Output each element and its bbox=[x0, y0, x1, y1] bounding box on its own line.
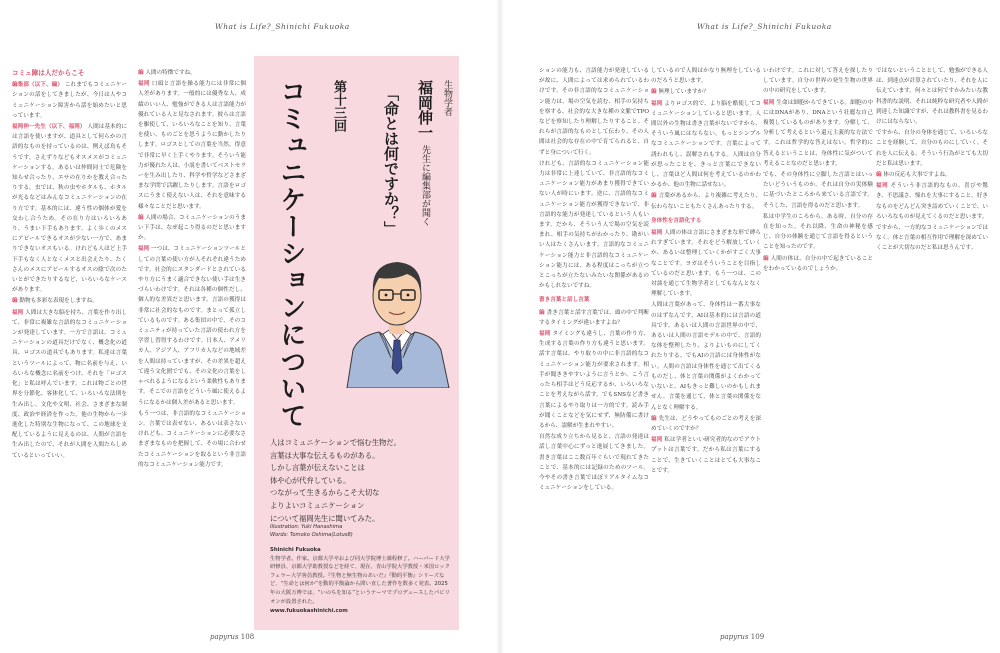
speaker-label: 福岡 bbox=[651, 230, 663, 237]
paragraph-text: 言葉があるから、より複雑に考えたり、伝わらないこともたくさんあったりする。 bbox=[651, 193, 761, 210]
paragraph-text: 先生は、どうやってものごとの考えを深めていくのですか？ bbox=[651, 415, 761, 432]
speaker-label: 編 bbox=[138, 70, 144, 76]
paragraph-text: ですから、一方的なコミュニケーションではなく、体と言葉の相互作用で理解を深めていくことが大切なのだと私は思うんです。 bbox=[876, 225, 988, 252]
paragraph-text: ションの能力も、言語能力が発達しているが故に、人間によっては求められているわけです。その非言語的なコミュニケーション能力は、場の空気を読む、相手の気持ちを察する、社会的な大きな種の文脈でTPOなどを察知したり理解したりすること。それらが言語的なものとして伝わり、その人間は社会的な存在の中で育てられると、自ずと身について行く。 bbox=[539, 68, 649, 156]
left-page-num: 108 bbox=[240, 633, 255, 641]
paragraph bbox=[876, 128, 988, 169]
paragraph bbox=[651, 414, 761, 434]
speaker-label: 福岡 bbox=[539, 331, 551, 338]
paragraph-text: 自然な成り立ちから見ると、言語の発達は話し言葉中心にずっと進展してきました。書き言葉はここ数百年ぐらいで現れてきたことで、基本的には記録のためのツール。今やその書き言葉でほぼリアルタイムなコミュニケーションをしている。 bbox=[539, 434, 649, 492]
role-label: 生物学者 bbox=[442, 80, 452, 116]
paragraph bbox=[651, 191, 761, 211]
left-page-number bbox=[210, 633, 254, 641]
speaker-label: 福岡 bbox=[763, 99, 775, 106]
paragraph-text: 私は中学生のころから、ある時、自分の存在を知った。それ以降、生命の神秘を感じ、自分の体験を通じて言語を得るということを知ったのです。 bbox=[763, 213, 873, 251]
paragraph-text: 人間の体は、自分の中で起きていることをわかっているのでしょうか。 bbox=[763, 255, 873, 272]
bio-text: 生物学者。作家。京都大学卒および同大学院博士課程修了。ハーバード大学研修員、京都大学助教授などを経て、現在、青山学院大学教授・米国ロックフェラー大学客員教授。『生物と無生物のあいだ』『動的平衡』シリーズなど、“生命とは何か”を動的平衡論から問い直した著作を数多く発表。2025年の大阪万博では、“いのちを知る”というテーマでプロデュースしたパビリオンが設置された。 bbox=[270, 555, 450, 605]
left-page-column-1 bbox=[12, 68, 127, 628]
paragraph bbox=[763, 170, 873, 211]
paragraph bbox=[12, 308, 127, 461]
right-page-column-1 bbox=[539, 66, 649, 631]
paragraph-text: 人間は基本的には言語を使いますが、道具として何らかの言語的なものを持っているのは、例えば鳥もそうです。さえずりなどもオスメスがコミュニケーションする。あるいは仲間同士で危険を知らせ合ったり、エサの在りかを教え合ったりする。虫では、秋の虫やホタルも、ホタルが光るなどはみんなコミュニケーションの在り方です。基本的には、違う性の個体が愛を交わし合うため。その在り方はいろいろあり、うまい下手もあります。よく歩くのメスにアピールできるオスが少ない一方で、あまりできないオスもいる。けれども人ほど上手下手もなく人となくメスと出会えたり、たくさんのメスにアピールするオスの陰で次のたいとができたりするなど、いろいろなケースがあります。 bbox=[12, 124, 127, 294]
speaker-label: 編 bbox=[876, 172, 882, 179]
paragraph-text: もう一つは、非言語的なコミュニケーション。言葉では表せない、あるいは表さないけれども、コミュニケーションに必要なさまざまなものを把握して、その場に合わせたコミュニケーションを取るという非言語的なコミュニケーション能力です。 bbox=[138, 410, 246, 468]
lead-line: 言葉は大事な伝えるものがある。 bbox=[270, 450, 380, 460]
paragraph bbox=[539, 432, 649, 493]
right-page-number bbox=[720, 633, 764, 641]
paragraph-text: タイミングも違うし、言葉の作り方、生成する言葉の作り方も違うと思います。話す言葉は、やり取りの中に非言語的なコミュニケーション能力が要求されます。相手が聞ききやすいように言うとか、こう言ったら相手はどう反応するか、いろいろなことを考えながら話す。でもSNSなど書き言葉によるやり取りは一方的です。読み手が聞くことなどを気にせず、無防備に書けるから、誤解が生まれやすい。 bbox=[539, 331, 649, 429]
right-running-title: What is Life?_Shinichi Fukuoka bbox=[697, 22, 832, 31]
paragraph bbox=[138, 213, 246, 244]
paragraph-text: 私は学者といい研究者的なのでアウトプットは言葉です。だから私は言葉にすることで、生きていくことはとても大事なことです。 bbox=[651, 437, 761, 474]
lead-line: しかし言葉が伝えないことは bbox=[270, 463, 365, 473]
paragraph-text: これまでもコミュニケーションの話をしてきましたが、今日は人やコミュニケーション障害から話を始めたいと思っています。 bbox=[12, 82, 127, 119]
paragraph bbox=[12, 122, 127, 295]
lead-line: 人はコミュニケーションで悩む生物だ。 bbox=[270, 438, 401, 447]
right-page-column-4 bbox=[876, 66, 988, 631]
paragraph-text: 一つは、コミュニケーションツールとしての言葉の使い方が人それぞれ違うためです。社会的にスタンダードとされているやり方にうまく適合できない使い手は生きづらいわけです。それは各種の個性だし、個人的な差異だと思います。言語の獲得は非常に社会的なものです。まとって孤立しているものです。ある集団の中で、そのコミュニティが持っていた言語の使われ方を学習し習得するわけです。日本人、アメリカ人、アジア人、アフリカ人などの地域差を人間は持っていますが、その差異を超えて違う文化圏ででも、その文化の言葉をしゃべれるようになるという柔軟性もあります。そこでの言語をどういう風に使えるようになるかは個人差があると思います。 bbox=[138, 246, 246, 406]
lead-text bbox=[270, 437, 448, 525]
right-page-column-2 bbox=[651, 66, 761, 631]
paragraph bbox=[876, 66, 988, 127]
paragraph bbox=[138, 79, 246, 212]
bio-url[interactable]: www.fukuokashinichi.com bbox=[270, 608, 348, 615]
author-portrait-illustration bbox=[339, 240, 455, 388]
section-subheading: 書き言葉と話し言葉 bbox=[539, 297, 590, 304]
author-name: 福岡伸一 bbox=[416, 80, 434, 140]
paragraph bbox=[876, 223, 988, 254]
speaker-label: 編 bbox=[12, 298, 18, 305]
lead-line: つながって生きるからこそ大切な bbox=[270, 488, 380, 498]
paragraph bbox=[763, 98, 873, 169]
paragraph bbox=[763, 212, 873, 253]
paragraph-text: 人間の場合、コミュニケーションのうまい下手は、なぜ起こり得るのだと思いますか。 bbox=[138, 214, 246, 242]
paragraph bbox=[138, 244, 246, 407]
paragraph bbox=[651, 300, 761, 412]
episode-number: 第十三回 bbox=[331, 80, 346, 132]
paragraph bbox=[138, 409, 246, 470]
lead-line: 体や心が代弁している。 bbox=[270, 475, 351, 485]
speaker-label: 編 bbox=[651, 415, 657, 422]
paragraph bbox=[651, 435, 761, 476]
paragraph-text: ではないということとして、勉強ができる人は、到達点が計算されていたり、それを人に伝えています。何々とは何ですかみたいな教科書的な説明、それは純粋な研究者や人間が到達した知識ですが、それは教科書を見るわけにはならない。 bbox=[876, 68, 988, 126]
paragraph-text: そういう非言語的なもの、喜びや驚き、不思議さ、憧れを大事にすること。好きなものをどんどん突き詰めていくことで、いろいろなものが見えてくるのだと思います。 bbox=[876, 183, 988, 220]
section-title: コミュ障は人だからこそ bbox=[12, 69, 85, 77]
paragraph bbox=[651, 66, 761, 86]
paragraph-text: 人間は言葉があって、身体性は一番大事なのはずなんです。AIは基本的には言語の道具です。あるいは人間の言語世界の中で、あるいは人間の言語モデルの中で、言語的な体を整理したり、よりよいものにしてくれたりする。でもAIの言語には身体性がない。人間の言語は身体性を通じて出てくるものだし、体と言葉の関係がよくわかっていないと、AIもきっと難しいのかもしれません。言葉を通じて、体と言葉の関係をなんとなく理解する。 bbox=[651, 302, 761, 411]
paragraph bbox=[651, 87, 761, 97]
speaker-label: 福岡 bbox=[138, 81, 150, 88]
author-line bbox=[406, 80, 436, 226]
speaker-label: 編 bbox=[651, 193, 657, 200]
left-running-title: What is Life?_Shinichi Fukuoka bbox=[215, 22, 350, 31]
speaker-label: 編 bbox=[763, 255, 769, 262]
paragraph bbox=[651, 99, 761, 191]
bio-name: Shinichi Fukuoka bbox=[270, 547, 321, 553]
paragraph bbox=[12, 296, 127, 306]
speaker-label: 編 bbox=[539, 309, 545, 316]
speaker-label: 福岡 bbox=[651, 437, 663, 444]
author-bio bbox=[270, 546, 450, 616]
paragraph-text: けれども、言語的なコミュニケーション能力は非常に上達していて、非言語的なコミュニケーション能力があまり獲得できていない人が時にいます。逆に、言語的なコミュニケーション能力が獲得できないで、非言語的な能力が発達しているという人もいます。だから、そういう人で場の空気を読まれ、相手の気持ちがわかったり、勘がいい人はたくさんいます。言語的なコミュニケーション能力と非言語的なコミュニケーション能力には、ある程度はこっちが立つとこっちが立たないみたいな関係があるのかもしれないですね。 bbox=[539, 160, 649, 290]
paragraph-text: 生命は細胞からできている。細胞の中にはDNAがあり、DNAという壮麗な自己複製しているものがあります。分解して、分析して考えるという還元主義的な方法です。これは哲学的な答えはない。哲学的に答えるということは、身体性に気がついて考えることなのだと思います。 bbox=[763, 99, 873, 167]
right-mag-name: papyrus bbox=[720, 633, 749, 641]
paragraph bbox=[539, 329, 649, 431]
paragraph-text: 人間は大きな脳を持ち、言葉を作り出して、非常に複雑な言語的なコミュニケーションが発達しています。一方で言語は、コミュニケーションの道具だけでなく、概念化の道具、ロゴスの道具でもあります。私達は言葉というツールによって、物に名前を与え、いろいろな概念に名前をつけ、それを「ロゴス化」と私は呼んでいます。これは物ごとの世界を分節化、客体化して、いろいろな法則を生み出し、文化や文明、社会、さまざまな制度、政治や経済を作った。他の生物から一歩進化した特別な生物になって、この地球を支配しているように見えるのは、人間が言語を生み出したので、それが人間を人間たらしめているといっていい。 bbox=[12, 309, 127, 459]
lead-line: について福岡先生に聞いてみた。 bbox=[270, 513, 380, 523]
speaker-label: 福岡 bbox=[876, 183, 889, 190]
speaker-label: 編 bbox=[651, 89, 657, 96]
left-mag-name: papyrus bbox=[210, 633, 239, 641]
speaker-label: 福岡 bbox=[651, 100, 663, 107]
paragraph bbox=[539, 66, 649, 158]
paragraph-text: いわけです。これに対して答えを探したりしています。自分の世界の発生生物の世界の中の研究をしています。 bbox=[763, 68, 873, 95]
paragraph bbox=[763, 254, 873, 274]
right-page-column-3 bbox=[763, 66, 873, 631]
speaker-label: 編集部（以下、編） bbox=[12, 82, 63, 89]
paragraph bbox=[876, 181, 988, 222]
paragraph-text: よりロゴス的で、より脳を酷使してコミュニケーションしていると思います。人間以外の生物は書き言葉がないですから、そういう風にはならない。もっとシンプルなコミュニケーションです。言葉によって誘われもし、誤解されもする。人間は自分が思ったことを、きっと言葉にできないし、言葉ほど人間は何を考えているのかわかるか、他の生物に話せない。 bbox=[651, 100, 761, 189]
illustration-credit: Illustration: Yuki Hanashima bbox=[270, 524, 343, 530]
paragraph bbox=[138, 68, 246, 78]
paragraph-text: 書き言葉と話す言葉では、頭の中で判断するタイミングが違いますよね？ bbox=[539, 309, 649, 326]
paragraph-text: 無理していますか？ bbox=[658, 89, 709, 96]
paragraph bbox=[651, 228, 761, 299]
author-subtitle: 先生に編集部が聞く bbox=[420, 145, 430, 227]
paragraph-text: 人間の特徴ですね。 bbox=[145, 70, 196, 76]
paragraph-text: しているので人間はかなり無理をしているのだろうと思います。 bbox=[651, 68, 761, 85]
paragraph-text: ですから、自分の身体を通じて、いろいろなことを経験して、自分のものにしていく。それを人に伝える。そういう行為がとても大切だと私は思います。 bbox=[876, 130, 988, 167]
speaker-label: 福岡 bbox=[12, 309, 24, 316]
right-page-num: 109 bbox=[750, 633, 765, 641]
left-page-column-2 bbox=[138, 68, 246, 628]
question-title: 「命とは何ですか？」 bbox=[382, 86, 400, 236]
speaker-label: 福岡伸一先生（以下、福岡） bbox=[12, 124, 86, 131]
paragraph-text: でも、その身体性に立脚した言語とはいったいどういうものか。それは自分の実体験に基づいたところから来ている言語です。そうした、言語を得るのだと思います。 bbox=[763, 172, 873, 209]
spread-gutter bbox=[496, 0, 504, 653]
paragraph-text: 人間の体は言語にさまざまな形で縛られすぎています。それをどう解放していくか、あるいは整理していくかがすごく大事なことです。ヨガはそういうことを目指しているのだと思います。もう一つは、この対談を通じて生物学者としてもなんとなく理解しています。 bbox=[651, 230, 761, 298]
credits bbox=[270, 523, 353, 539]
paragraph bbox=[763, 66, 873, 97]
paragraph bbox=[876, 170, 988, 180]
paragraph bbox=[12, 80, 127, 121]
paragraph-text: 体の反応も大事ですよね。 bbox=[883, 172, 951, 179]
paragraph bbox=[539, 308, 649, 328]
speaker-label: 福岡 bbox=[138, 246, 150, 253]
paragraph-text: 動物も多彩な表現をしますね。 bbox=[19, 298, 98, 305]
section-subheading: 身体性を言語化する bbox=[651, 217, 702, 224]
lead-line: よりよいコミュニケーション bbox=[270, 500, 365, 510]
paragraph bbox=[539, 159, 649, 292]
paragraph-text: 口頭と言語を操る能力には非常に個人差があります。一般的には優秀な人、成績のいい人、勉強ができる人は言語能力が優れている人と見なされます。彼らは言語を駆使して、いろいろなことを知り、言葉を使い、ものごとを思うように動かしたりします。ロゴスとしての言葉を当然、得意で非常に早く上手くやります。そういう能力が優れた人は、小説を書いてベストセラーを生み出したり、科学や哲学などさまざまな学問で活躍したりします。言語をロゴスにうまく使えない人は、それを意味する様々なことだと思います。 bbox=[138, 81, 246, 210]
words-credit: Words: Tomoko Oshima(Lotus8) bbox=[270, 532, 353, 538]
main-title: コミュニケーションについて bbox=[276, 78, 306, 429]
speaker-label: 編 bbox=[138, 214, 144, 221]
